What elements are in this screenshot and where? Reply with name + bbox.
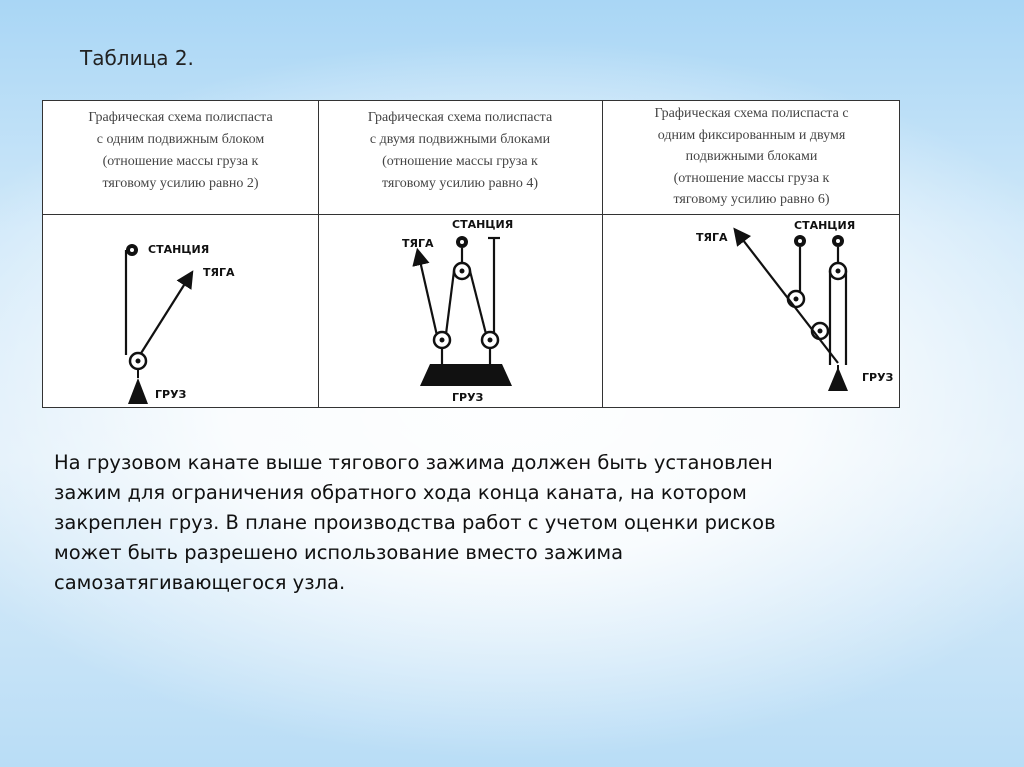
- paragraph-line: может быть разрешено использование вместо зажима: [54, 541, 624, 564]
- header-line: тяговому усилию равно 2): [102, 176, 259, 191]
- load-label-holder: [862, 367, 902, 387]
- header-line: с двумя подвижными блоками: [369, 132, 551, 147]
- header-line: (отношение массы груза к: [102, 154, 259, 169]
- header-cell-two-movable: [318, 101, 602, 214]
- load-weight-icon: [420, 364, 512, 386]
- pulley-diagram: [400, 216, 520, 404]
- header-line: одним фиксированным и двумя: [657, 127, 846, 143]
- header-line: (отношение массы груза к: [673, 170, 830, 186]
- header-line: Графическая схема полиспаста: [367, 110, 553, 125]
- station-label: СТАНЦИЯ: [452, 218, 514, 231]
- pulley-diagram: [115, 238, 243, 406]
- header-line: (отношение массы груза к: [382, 154, 538, 169]
- diagram-fixed-and-two-movable: [648, 215, 894, 395]
- pull-arrow: [418, 252, 438, 340]
- station-label: СТАНЦИЯ: [794, 219, 856, 232]
- load-label: ГРУЗ: [155, 388, 187, 401]
- header-cell-one-movable: [43, 101, 318, 214]
- table-caption: Таблица 2.: [80, 46, 194, 70]
- paragraph-line: На грузовом канате выше тягового зажима должен быть установлен: [54, 451, 773, 474]
- header-line: с одним подвижным блоком: [96, 132, 265, 147]
- header-line: Графическая схема полиспаста: [88, 110, 273, 125]
- body-paragraph: [54, 448, 914, 598]
- load-weight-icon: [828, 367, 848, 391]
- paragraph-line: закреплен груз. В плане производства работ с учетом оценки рисков: [54, 511, 776, 534]
- pull-label: ТЯГА: [203, 266, 235, 279]
- pull-arrow: [138, 274, 191, 358]
- paragraph-line: зажим для ограничения обратного хода конца каната, на котором: [54, 481, 747, 504]
- station-label: СТАНЦИЯ: [148, 243, 210, 256]
- header-line: тяговому усилию равно 6): [673, 192, 830, 207]
- diagram-two-movable-blocks: [400, 216, 520, 404]
- load-label: ГРУЗ: [452, 391, 484, 404]
- paragraph-line: самозатягивающегося узла.: [54, 571, 346, 594]
- load-weight-icon: [128, 378, 148, 404]
- header-line: подвижными блоками: [685, 149, 818, 164]
- pulley-table: [42, 100, 900, 408]
- load-label: ГРУЗ: [862, 371, 894, 384]
- pull-label: ТЯГА: [696, 231, 728, 244]
- pull-arrow: [736, 231, 838, 363]
- diagram-one-movable-block: [115, 238, 243, 406]
- pulley-diagram: [648, 215, 858, 395]
- header-cell-fixed-and-two-movable: [602, 101, 901, 214]
- pull-label: ТЯГА: [402, 237, 434, 250]
- header-line: Графическая схема полиспаста с: [654, 106, 849, 121]
- header-line: тяговому усилию равно 4): [382, 176, 538, 191]
